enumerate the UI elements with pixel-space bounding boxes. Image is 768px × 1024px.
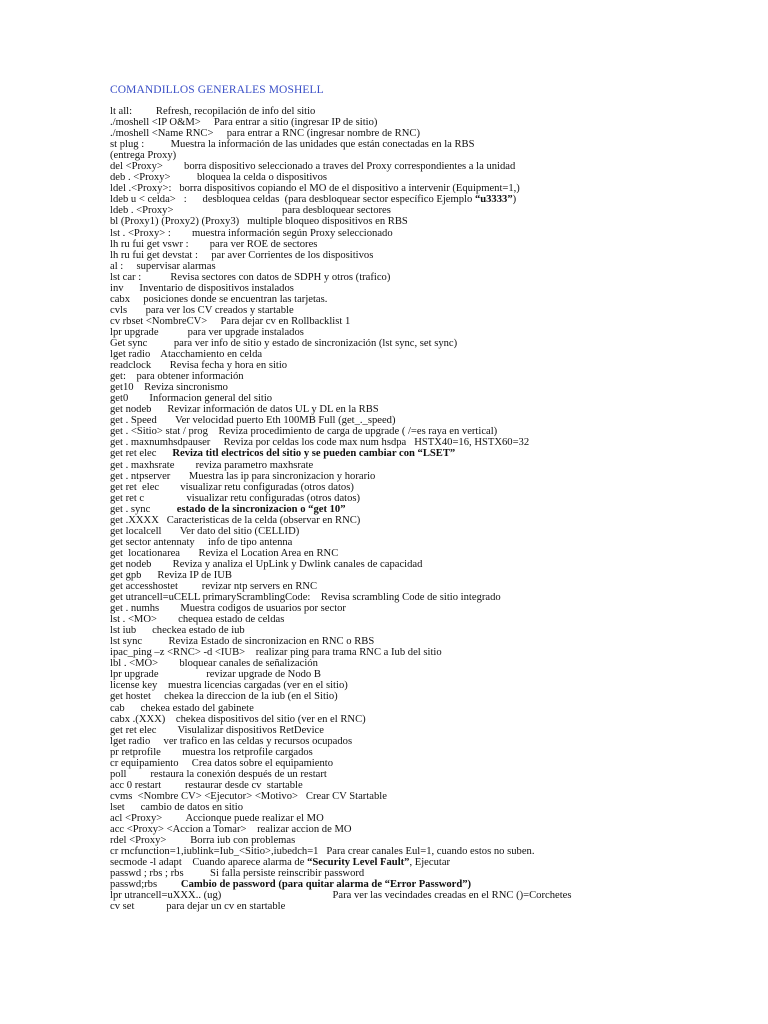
command-text: st plug : Muestra la información de las unidades que están conectadas en la RBS xyxy=(110,139,475,151)
command-line xyxy=(110,106,750,117)
command-line xyxy=(110,769,750,780)
command-text: ipac_ping –z <RNC> -d <IUB> realizar ping para trama RNC a Iub del sitio xyxy=(110,647,442,659)
command-text: get . maxnumhsdpauser Reviza por celdas los code max num hsdpa HSTX40=16, HSTX60=32 xyxy=(110,437,530,449)
command-text: get gpb Reviza IP de IUB xyxy=(110,569,232,581)
command-text: get utrancell=uCELL primaryScramblingCode: Revisa scrambling Code de sitio integrado xyxy=(110,592,501,604)
command-line xyxy=(110,747,750,758)
command-line xyxy=(110,548,750,559)
command-line xyxy=(110,471,750,482)
command-line xyxy=(110,758,750,769)
command-line xyxy=(110,139,750,150)
command-text: ldel .<Proxy>: borra dispositivos copiando el MO de el dispositivo a intervenir (Equipment=1,) xyxy=(110,183,520,195)
command-line xyxy=(110,294,750,305)
command-line xyxy=(110,250,750,261)
command-text: license key muestra licencias cargadas (ver en el sitio) xyxy=(110,680,348,692)
command-line xyxy=(110,482,750,493)
command-line xyxy=(110,879,750,890)
command-text: lh ru fui get devstat : par aver Corrientes de los dispositivos xyxy=(110,249,374,261)
command-text: get accesshostet revizar ntp servers en RNC xyxy=(110,581,318,593)
command-line xyxy=(110,404,750,415)
command-line xyxy=(110,216,750,227)
command-line xyxy=(110,305,750,316)
command-line xyxy=(110,846,750,857)
command-text: pr retprofile muestra los retprofile cargados xyxy=(110,746,313,758)
command-text: cr rncfunction=1,iublink=Iub_<Sitio>,iubedch=1 Para crear canales Eul=1, cuando estos no suben. xyxy=(110,846,535,858)
command-text: get nodeb Reviza y analiza el UpLink y Dwlink canales de capacidad xyxy=(110,558,423,570)
command-text: acc 0 restart restaurar desde cv startable xyxy=(110,779,303,791)
command-text: acc <Proxy> <Accion a Tomar> realizar accion de MO xyxy=(110,824,352,836)
command-line xyxy=(110,835,750,846)
command-text: get ret elec xyxy=(110,448,173,460)
command-text: readclock Revisa fecha y hora en sitio xyxy=(110,360,288,372)
command-line xyxy=(110,868,750,879)
command-trailing-text: , Ejecutar xyxy=(409,857,451,869)
command-line xyxy=(110,272,750,283)
command-text: lpr upgrade para ver upgrade instalados xyxy=(110,326,304,338)
command-bold-text: Reviza titl electricos del sitio y se pueden cambiar con “LSET” xyxy=(172,448,456,460)
command-line xyxy=(110,603,750,614)
command-line xyxy=(110,570,750,581)
command-text: (entrega Proxy) xyxy=(110,150,177,162)
command-line xyxy=(110,150,750,161)
command-line xyxy=(110,283,750,294)
command-line xyxy=(110,426,750,437)
command-line xyxy=(110,802,750,813)
command-line xyxy=(110,382,750,393)
command-line xyxy=(110,559,750,570)
command-line xyxy=(110,614,750,625)
command-text: get hostet chekea la direccion de la iub (en el Sitio) xyxy=(110,691,338,703)
command-text: lst car : Revisa sectores con datos de SDPH y otros (trafico) xyxy=(110,271,391,283)
command-text: cabx .(XXX) chekea dispositivos del sitio (ver en el RNC) xyxy=(110,713,366,725)
command-line xyxy=(110,526,750,537)
command-line xyxy=(110,327,750,338)
command-text: get . <Sitio> stat / prog Reviza procedimiento de carga de upgrade ( /=es raya en vertical) xyxy=(110,426,498,438)
command-line xyxy=(110,703,750,714)
command-line xyxy=(110,349,750,360)
command-text: lh ru fui get vswr : para ver ROE de sectores xyxy=(110,238,318,250)
command-line xyxy=(110,537,750,548)
command-line xyxy=(110,239,750,250)
command-line xyxy=(110,901,750,912)
command-text: lpr utrancell=uXXX.. (ug) Para ver las vecindades creadas en el RNC ()=Corchetes xyxy=(110,890,572,902)
command-line xyxy=(110,736,750,747)
command-line xyxy=(110,791,750,802)
command-text: ./moshell <Name RNC> para entrar a RNC (ingresar nombre de RNC) xyxy=(110,128,420,140)
command-text: get . ntpserver Muestra las ip para sincronizacion y horario xyxy=(110,470,376,482)
command-line xyxy=(110,780,750,791)
command-line xyxy=(110,890,750,901)
command-text: passwd ; rbs ; rbs Si falla persiste reinscribir password xyxy=(110,868,365,880)
command-trailing-text: ) xyxy=(512,194,517,206)
command-text: get: para obtener información xyxy=(110,371,244,383)
command-line xyxy=(110,172,750,183)
command-text: deb . <Proxy> bloquea la celda o dispositivos xyxy=(110,172,328,184)
command-text: get . maxhsrate reviza parametro maxhsrate xyxy=(110,459,314,471)
command-bold-text: Cambio de password (para quitar alarma de “Error Password”) xyxy=(180,879,472,891)
command-bold-text: “Security Level Fault” xyxy=(307,857,410,869)
command-line xyxy=(110,183,750,194)
command-text: cr equipamiento Crea datos sobre el equipamiento xyxy=(110,757,333,769)
command-line xyxy=(110,581,750,592)
command-line xyxy=(110,338,750,349)
command-line xyxy=(110,360,750,371)
command-line xyxy=(110,592,750,603)
command-bold-text: “u3333” xyxy=(474,194,513,206)
command-text: get ret c visualizar retu configuradas (otros datos) xyxy=(110,492,361,504)
command-line xyxy=(110,261,750,272)
command-text: lset cambio de datos en sitio xyxy=(110,801,243,813)
command-line xyxy=(110,504,750,515)
command-text: passwd;rbs xyxy=(110,879,181,891)
command-text: get . Speed Ver velocidad puerto Eth 100MB Full (get_._speed) xyxy=(110,415,396,427)
command-text: lpr upgrade revizar upgrade de Nodo B xyxy=(110,669,321,681)
command-text: cabx posiciones donde se encuentran las tarjetas. xyxy=(110,293,328,305)
command-line xyxy=(110,669,750,680)
command-text: Get sync para ver info de sitio y estado de sincronización (lst sync, set sync) xyxy=(110,337,458,349)
command-text: get . sync xyxy=(110,503,177,515)
command-text: lst iub checkea estado de iub xyxy=(110,625,245,637)
command-text: get . numhs Muestra codigos de usuarios por sector xyxy=(110,603,346,615)
command-text: get ret elec Visulalizar dispositivos RetDevice xyxy=(110,724,324,736)
command-text: ./moshell <IP O&M> Para entrar a sitio (ingresar IP de sitio) xyxy=(110,117,378,129)
command-text: cvls para ver los CV creados y startable xyxy=(110,304,294,316)
command-line xyxy=(110,415,750,426)
command-text: cvms <Nombre CV> <Ejecutor> <Motivo> Crear CV Startable xyxy=(110,790,387,802)
command-text: get localcell Ver dato del sitio (CELLID) xyxy=(110,525,300,537)
command-text: lst sync Reviza Estado de sincronizacion en RNC o RBS xyxy=(110,636,375,648)
command-line xyxy=(110,128,750,139)
command-line xyxy=(110,813,750,824)
command-text: get .XXXX Caracteristicas de la celda (observar en RNC) xyxy=(110,514,361,526)
command-line xyxy=(110,493,750,504)
command-text: lt all: Refresh, recopilación de info del sitio xyxy=(110,106,316,117)
command-text: lget radio ver trafico en las celdas y recursos ocupados xyxy=(110,735,353,747)
command-text: inv Inventario de dispositivos instalados xyxy=(110,282,294,294)
command-line xyxy=(110,725,750,736)
command-text: get sector antennaty info de tipo antenna xyxy=(110,536,293,548)
command-text: rdel <Proxy> Borra iub con problemas xyxy=(110,835,296,847)
command-text: cab chekea estado del gabinete xyxy=(110,702,254,714)
command-text: get10 Reviza sincronismo xyxy=(110,382,228,394)
command-line xyxy=(110,515,750,526)
command-line xyxy=(110,625,750,636)
command-text: al : supervisar alarmas xyxy=(110,260,216,272)
command-line xyxy=(110,205,750,216)
command-text: lst . <Proxy> : muestra información según Proxy seleccionado xyxy=(110,227,393,239)
command-text: cv rbset <NombreCV> Para dejar cv en Rollbacklist 1 xyxy=(110,315,351,327)
command-text: lget radio Atacchamiento en celda xyxy=(110,349,263,361)
command-line xyxy=(110,228,750,239)
document-title: COMANDILLOS GENERALES MOSHELL xyxy=(110,84,324,96)
command-line xyxy=(110,647,750,658)
command-line xyxy=(110,448,750,459)
command-line xyxy=(110,161,750,172)
command-line xyxy=(110,371,750,382)
command-line xyxy=(110,714,750,725)
command-line xyxy=(110,691,750,702)
command-text: poll restaura la conexión después de un restart xyxy=(110,768,327,780)
command-line xyxy=(110,393,750,404)
command-bold-text: estado de la sincronizacion o “get 10” xyxy=(176,503,346,515)
command-line xyxy=(110,636,750,647)
document-page xyxy=(110,84,750,912)
command-line xyxy=(110,460,750,471)
command-text: del <Proxy> borra dispositivo seleccionado a traves del Proxy correspondientes a la unidad xyxy=(110,161,516,173)
command-text: ldeb . <Proxy> para desbloquear sectores xyxy=(110,205,391,217)
command-line xyxy=(110,117,750,128)
command-line xyxy=(110,824,750,835)
command-text: lst . <MO> chequea estado de celdas xyxy=(110,614,285,626)
command-line xyxy=(110,316,750,327)
command-text: cv set para dejar un cv en startable xyxy=(110,901,286,913)
command-text: get locationarea Reviza el Location Area en RNC xyxy=(110,547,339,559)
command-text: get ret elec visualizar retu configuradas (otros datos) xyxy=(110,481,354,493)
command-text: get0 Informacion general del sitio xyxy=(110,393,273,405)
command-line xyxy=(110,857,750,868)
command-line xyxy=(110,658,750,669)
command-text: secmode -l adapt Cuando aparece alarma de xyxy=(110,857,308,869)
command-line xyxy=(110,194,750,205)
command-text: lbl . <MO> bloquear canales de señalización xyxy=(110,658,318,670)
command-text: ldeb u < celda> : desbloquea celdas (para desbloquear sector específico Ejemplo xyxy=(110,194,475,206)
command-text: bl (Proxy1) (Proxy2) (Proxy3) multiple bloqueo dispositivos en RBS xyxy=(110,216,408,228)
command-list xyxy=(110,106,750,912)
command-text: get nodeb Revizar información de datos UL y DL en la RBS xyxy=(110,404,379,416)
command-line xyxy=(110,680,750,691)
command-line xyxy=(110,437,750,448)
command-text: acl <Proxy> Accionque puede realizar el MO xyxy=(110,813,324,824)
